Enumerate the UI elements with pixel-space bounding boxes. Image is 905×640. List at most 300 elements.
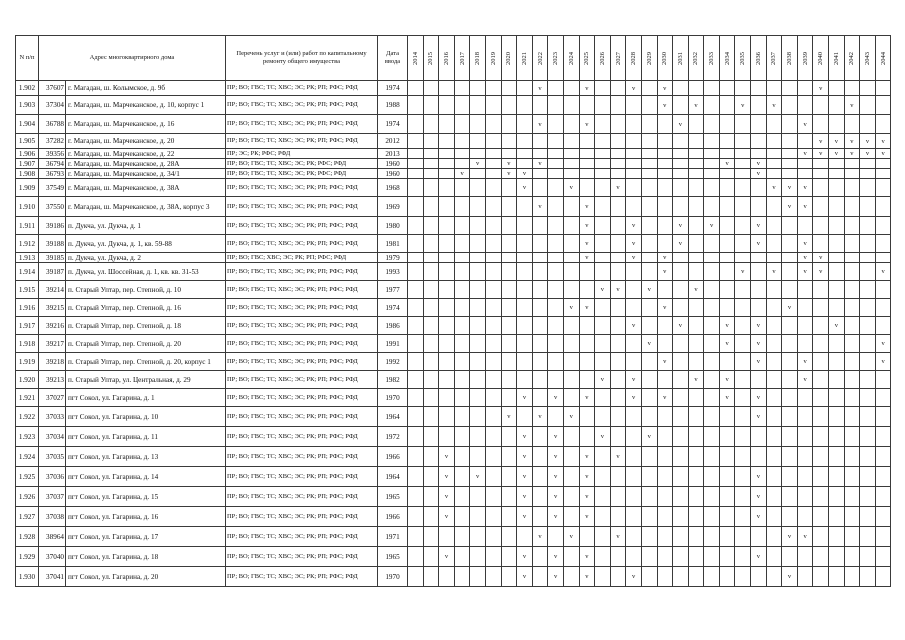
year-cell-2023 <box>548 487 564 507</box>
year-cell-2028 <box>626 407 642 427</box>
year-cell-2031 <box>673 134 689 149</box>
row-address: г. Магадан, ш. Марчеканское, д. 22 <box>66 149 226 159</box>
year-cell-2017 <box>454 217 470 235</box>
year-cell-2015 <box>423 217 439 235</box>
year-cell-2039 <box>797 507 813 527</box>
year-cell-2041 <box>829 407 845 427</box>
year-cell-2030 <box>657 427 673 447</box>
year-cell-2034 <box>719 299 735 317</box>
year-cell-2021 <box>517 235 533 253</box>
year-cell-2044 <box>875 467 891 487</box>
header-year-2020 <box>501 36 517 81</box>
row-address: п. Старый Уптар, пер. Степной, д. 20, корпус 1 <box>66 353 226 371</box>
year-cell-2026 <box>595 487 611 507</box>
checkmark: v <box>585 453 589 460</box>
year-cell-2018 <box>470 299 486 317</box>
table-row <box>16 81 891 96</box>
checkmark: v <box>522 553 527 560</box>
row-address: п. Дукча, ул. Дукча, д. 1 <box>66 217 226 235</box>
year-cell-2021 <box>517 547 533 567</box>
year-cell-2032 <box>688 371 704 389</box>
year-cell-2017 <box>454 547 470 567</box>
year-cell-2028 <box>626 263 642 281</box>
year-cell-2020 <box>501 353 517 371</box>
year-cell-2019 <box>485 487 501 507</box>
row-commission-year: 1970 <box>378 389 408 407</box>
year-cell-2027 <box>610 317 626 335</box>
row-code: 37041 <box>39 567 66 587</box>
checkmark: v <box>554 513 558 520</box>
year-cell-2025 <box>579 507 595 527</box>
year-cell-2040 <box>813 371 829 389</box>
year-cell-2025 <box>579 317 595 335</box>
year-cell-2028 <box>626 317 642 335</box>
year-cell-2035 <box>735 179 751 197</box>
year-cell-2026 <box>595 427 611 447</box>
year-cell-2021 <box>517 389 533 407</box>
year-cell-2024 <box>563 149 579 159</box>
year-cell-2033 <box>704 253 720 263</box>
year-cell-2039 <box>797 371 813 389</box>
year-cell-2029 <box>641 487 657 507</box>
row-address: п. Дукча, ул. Шоссейная, д. 1, кв. кв. 31-53 <box>66 263 226 281</box>
year-cell-2015 <box>423 115 439 134</box>
checkmark: v <box>647 286 651 293</box>
year-cell-2030 <box>657 487 673 507</box>
year-cell-2026 <box>595 447 611 467</box>
header-year-label: 2028 <box>630 52 638 65</box>
header-year-label: 2024 <box>567 52 575 65</box>
checkmark: v <box>834 150 838 157</box>
year-cell-2019 <box>485 197 501 217</box>
year-cell-2033 <box>704 547 720 567</box>
year-cell-2029 <box>641 407 657 427</box>
year-cell-2022 <box>532 149 548 159</box>
year-cell-2030 <box>657 179 673 197</box>
header-year-2033 <box>704 36 720 81</box>
row-services: ПР; ВО; ГВС; ТС; ХВС; ЭС; РК; РП; РФС; РФД <box>226 353 378 371</box>
row-commission-year: 1968 <box>378 179 408 197</box>
year-cell-2024 <box>563 197 579 217</box>
row-commission-year: 1971 <box>378 527 408 547</box>
year-cell-2039 <box>797 235 813 253</box>
year-cell-2025 <box>579 353 595 371</box>
year-cell-2030 <box>657 389 673 407</box>
year-cell-2038 <box>782 567 798 587</box>
year-cell-2019 <box>485 115 501 134</box>
year-cell-2022 <box>532 547 548 567</box>
year-cell-2027 <box>610 567 626 587</box>
row-commission-year: 2013 <box>378 149 408 159</box>
row-code: 39216 <box>39 317 66 335</box>
year-cell-2017 <box>454 407 470 427</box>
row-address: п. Дукча, ул. Дукча, д. 2 <box>66 253 226 263</box>
year-cell-2027 <box>610 427 626 447</box>
year-cell-2036 <box>751 179 767 197</box>
checkmark: v <box>631 240 636 247</box>
year-cell-2019 <box>485 235 501 253</box>
year-cell-2031 <box>673 371 689 389</box>
header-year-label: 2023 <box>552 52 560 65</box>
year-cell-2035 <box>735 547 751 567</box>
checkmark: v <box>694 101 698 109</box>
year-cell-2041 <box>829 281 845 299</box>
header-year-label: 2044 <box>879 52 887 65</box>
year-cell-2023 <box>548 507 564 527</box>
year-cell-2043 <box>860 487 876 507</box>
year-cell-2036 <box>751 447 767 467</box>
year-cell-2026 <box>595 317 611 335</box>
year-cell-2015 <box>423 179 439 197</box>
year-cell-2031 <box>673 169 689 179</box>
year-cell-2023 <box>548 281 564 299</box>
checkmark: v <box>850 150 854 157</box>
table-row <box>16 149 891 159</box>
year-cell-2035 <box>735 335 751 353</box>
year-cell-2020 <box>501 447 517 467</box>
year-cell-2028 <box>626 179 642 197</box>
year-cell-2037 <box>766 389 782 407</box>
year-cell-2034 <box>719 149 735 159</box>
year-cell-2032 <box>688 149 704 159</box>
checkmark: v <box>850 137 854 145</box>
year-cell-2042 <box>844 427 860 447</box>
checkmark: v <box>756 413 760 420</box>
year-cell-2043 <box>860 407 876 427</box>
year-cell-2024 <box>563 299 579 317</box>
year-cell-2042 <box>844 487 860 507</box>
row-number: 1.923 <box>16 427 39 447</box>
year-cell-2025 <box>579 407 595 427</box>
year-cell-2035 <box>735 253 751 263</box>
year-cell-2033 <box>704 281 720 299</box>
year-cell-2017 <box>454 353 470 371</box>
checkmark: v <box>522 473 527 480</box>
year-cell-2021 <box>517 527 533 547</box>
year-cell-2025 <box>579 299 595 317</box>
table-row <box>16 335 891 353</box>
year-cell-2016 <box>439 115 455 134</box>
row-number: 1.909 <box>16 179 39 197</box>
year-cell-2018 <box>470 353 486 371</box>
year-cell-2020 <box>501 281 517 299</box>
year-cell-2027 <box>610 253 626 263</box>
checkmark: v <box>600 286 605 293</box>
year-cell-2039 <box>797 115 813 134</box>
table-row <box>16 427 891 447</box>
table-row <box>16 134 891 149</box>
checkmark: v <box>507 170 511 177</box>
checkmark: v <box>522 493 527 500</box>
checkmark: v <box>772 101 776 109</box>
checkmark: v <box>522 394 527 401</box>
checkmark: v <box>881 137 885 145</box>
year-cell-2041 <box>829 217 845 235</box>
year-cell-2039 <box>797 253 813 263</box>
table-row <box>16 467 891 487</box>
year-cell-2043 <box>860 134 876 149</box>
checkmark: v <box>522 453 527 460</box>
year-cell-2044 <box>875 527 891 547</box>
row-commission-year: 1993 <box>378 263 408 281</box>
year-cell-2041 <box>829 169 845 179</box>
year-cell-2022 <box>532 169 548 179</box>
row-code: 36793 <box>39 169 66 179</box>
year-cell-2015 <box>423 527 439 547</box>
year-cell-2033 <box>704 335 720 353</box>
row-code: 37037 <box>39 487 66 507</box>
year-cell-2030 <box>657 371 673 389</box>
year-cell-2016 <box>439 567 455 587</box>
year-cell-2018 <box>470 427 486 447</box>
year-cell-2035 <box>735 407 751 427</box>
year-cell-2014 <box>408 281 424 299</box>
year-cell-2025 <box>579 96 595 115</box>
row-number: 1.915 <box>16 281 39 299</box>
year-cell-2035 <box>735 235 751 253</box>
header-year-2032 <box>688 36 704 81</box>
row-services: ПР; ВО; ГВС; ТС; ХВС; ЭС; РК; РП; РФС; РФД <box>226 567 378 587</box>
checkmark: v <box>741 268 745 275</box>
year-cell-2027 <box>610 217 626 235</box>
year-cell-2041 <box>829 547 845 567</box>
year-cell-2044 <box>875 371 891 389</box>
year-cell-2036 <box>751 253 767 263</box>
row-address: п. Старый Уптар, пер. Степной, д. 16 <box>66 299 226 317</box>
row-code: 39187 <box>39 263 66 281</box>
row-address: пгт Сокол, ул. Гагарина, д. 14 <box>66 467 226 487</box>
checkmark: v <box>741 101 745 109</box>
row-number: 1.916 <box>16 299 39 317</box>
checkmark: v <box>694 286 698 293</box>
year-cell-2044 <box>875 389 891 407</box>
checkmark: v <box>460 170 464 177</box>
header-year-2028 <box>626 36 642 81</box>
year-cell-2022 <box>532 179 548 197</box>
year-cell-2038 <box>782 527 798 547</box>
year-cell-2036 <box>751 371 767 389</box>
checkmark: v <box>787 573 792 580</box>
year-cell-2035 <box>735 81 751 96</box>
year-cell-2023 <box>548 235 564 253</box>
row-commission-year: 1965 <box>378 487 408 507</box>
year-cell-2044 <box>875 407 891 427</box>
year-cell-2040 <box>813 335 829 353</box>
year-cell-2032 <box>688 547 704 567</box>
year-cell-2031 <box>673 299 689 317</box>
year-cell-2035 <box>735 427 751 447</box>
checkmark: v <box>522 573 527 580</box>
year-cell-2034 <box>719 197 735 217</box>
year-cell-2021 <box>517 507 533 527</box>
row-number: 1.922 <box>16 407 39 427</box>
year-cell-2036 <box>751 389 767 407</box>
year-cell-2031 <box>673 507 689 527</box>
checkmark: v <box>631 322 636 329</box>
year-cell-2026 <box>595 217 611 235</box>
year-cell-2032 <box>688 299 704 317</box>
year-cell-2040 <box>813 547 829 567</box>
year-cell-2044 <box>875 179 891 197</box>
year-cell-2015 <box>423 335 439 353</box>
header-year-2035 <box>735 36 751 81</box>
year-cell-2023 <box>548 134 564 149</box>
row-commission-year: 1991 <box>378 335 408 353</box>
row-number: 1.927 <box>16 507 39 527</box>
year-cell-2037 <box>766 96 782 115</box>
year-cell-2039 <box>797 159 813 169</box>
year-cell-2039 <box>797 467 813 487</box>
year-cell-2020 <box>501 149 517 159</box>
checkmark: v <box>787 203 792 210</box>
header-year-2023 <box>548 36 564 81</box>
year-cell-2016 <box>439 447 455 467</box>
year-cell-2014 <box>408 407 424 427</box>
year-cell-2032 <box>688 335 704 353</box>
year-cell-2014 <box>408 527 424 547</box>
year-cell-2019 <box>485 169 501 179</box>
year-cell-2027 <box>610 371 626 389</box>
year-cell-2014 <box>408 217 424 235</box>
year-cell-2014 <box>408 115 424 134</box>
year-cell-2017 <box>454 447 470 467</box>
year-cell-2017 <box>454 197 470 217</box>
year-cell-2020 <box>501 317 517 335</box>
table-row <box>16 235 891 253</box>
year-cell-2020 <box>501 115 517 134</box>
year-cell-2022 <box>532 335 548 353</box>
year-cell-2028 <box>626 567 642 587</box>
year-cell-2037 <box>766 134 782 149</box>
checkmark: v <box>819 268 823 275</box>
year-cell-2037 <box>766 253 782 263</box>
year-cell-2034 <box>719 487 735 507</box>
header-year-2021 <box>517 36 533 81</box>
year-cell-2025 <box>579 115 595 134</box>
year-cell-2030 <box>657 547 673 567</box>
year-cell-2037 <box>766 281 782 299</box>
row-services: ПР; ВО; ГВС; ТС; ХВС; ЭС; РК; РП; РФС; РФД <box>226 389 378 407</box>
year-cell-2043 <box>860 353 876 371</box>
year-cell-2021 <box>517 134 533 149</box>
row-services: ПР; ВО; ГВС; ТС; ХВС; ЭС; РК; РП; РФС; РФД <box>226 134 378 149</box>
year-cell-2034 <box>719 217 735 235</box>
year-cell-2029 <box>641 389 657 407</box>
year-cell-2042 <box>844 353 860 371</box>
year-cell-2024 <box>563 115 579 134</box>
year-cell-2027 <box>610 547 626 567</box>
year-cell-2016 <box>439 371 455 389</box>
year-cell-2038 <box>782 447 798 467</box>
year-cell-2023 <box>548 197 564 217</box>
year-cell-2022 <box>532 371 548 389</box>
year-cell-2018 <box>470 115 486 134</box>
checkmark: v <box>881 268 885 275</box>
year-cell-2024 <box>563 507 579 527</box>
row-address: п. Старый Уптар, пер. Степной, д. 10 <box>66 281 226 299</box>
year-cell-2022 <box>532 467 548 487</box>
year-cell-2019 <box>485 407 501 427</box>
row-services: ПР; ВО; ГВС; ТС; ХВС; ЭС; РК; РП; РФС; РФД <box>226 263 378 281</box>
year-cell-2038 <box>782 467 798 487</box>
year-cell-2038 <box>782 547 798 567</box>
year-cell-2014 <box>408 567 424 587</box>
year-cell-2043 <box>860 567 876 587</box>
year-cell-2041 <box>829 235 845 253</box>
row-commission-year: 1992 <box>378 353 408 371</box>
checkmark: v <box>554 394 558 401</box>
year-cell-2042 <box>844 317 860 335</box>
header-year-label: 2029 <box>645 52 653 65</box>
year-cell-2043 <box>860 447 876 467</box>
year-cell-2014 <box>408 371 424 389</box>
year-cell-2017 <box>454 235 470 253</box>
year-cell-2017 <box>454 159 470 169</box>
year-cell-2038 <box>782 407 798 427</box>
year-cell-2035 <box>735 353 751 371</box>
year-cell-2021 <box>517 317 533 335</box>
checkmark: v <box>616 533 620 540</box>
year-cell-2039 <box>797 353 813 371</box>
checkmark: v <box>756 340 760 347</box>
year-cell-2037 <box>766 353 782 371</box>
year-cell-2016 <box>439 235 455 253</box>
checkmark: v <box>725 376 729 383</box>
year-cell-2043 <box>860 335 876 353</box>
year-cell-2035 <box>735 389 751 407</box>
year-cell-2032 <box>688 407 704 427</box>
year-cell-2041 <box>829 159 845 169</box>
year-cell-2034 <box>719 389 735 407</box>
year-cell-2037 <box>766 567 782 587</box>
year-cell-2020 <box>501 253 517 263</box>
year-cell-2025 <box>579 527 595 547</box>
year-cell-2014 <box>408 447 424 467</box>
checkmark: v <box>756 240 760 247</box>
year-cell-2042 <box>844 371 860 389</box>
row-services: ПР; ВО; ГВС; ТС; ХВС; ЭС; РК; РП; РФС; РФД <box>226 96 378 115</box>
year-cell-2031 <box>673 487 689 507</box>
year-cell-2043 <box>860 159 876 169</box>
row-code: 37027 <box>39 389 66 407</box>
year-cell-2018 <box>470 197 486 217</box>
year-cell-2032 <box>688 389 704 407</box>
year-cell-2037 <box>766 197 782 217</box>
header-year-label: 2027 <box>614 52 622 65</box>
year-cell-2024 <box>563 353 579 371</box>
year-cell-2029 <box>641 317 657 335</box>
row-code: 37035 <box>39 447 66 467</box>
row-commission-year: 1974 <box>378 299 408 317</box>
year-cell-2038 <box>782 253 798 263</box>
year-cell-2018 <box>470 371 486 389</box>
year-cell-2021 <box>517 263 533 281</box>
year-cell-2029 <box>641 81 657 96</box>
year-cell-2023 <box>548 547 564 567</box>
year-cell-2018 <box>470 447 486 467</box>
row-address: п. Старый Уптар, ул. Центральная, д. 29 <box>66 371 226 389</box>
row-number: 1.924 <box>16 447 39 467</box>
year-cell-2040 <box>813 407 829 427</box>
year-cell-2044 <box>875 217 891 235</box>
table-row <box>16 197 891 217</box>
year-cell-2017 <box>454 263 470 281</box>
row-services: ПР; ВО; ГВС; ТС; ХВС; ЭС; РК; РП; РФС; РФД <box>226 281 378 299</box>
year-cell-2023 <box>548 96 564 115</box>
year-cell-2024 <box>563 407 579 427</box>
year-cell-2043 <box>860 179 876 197</box>
year-cell-2031 <box>673 353 689 371</box>
